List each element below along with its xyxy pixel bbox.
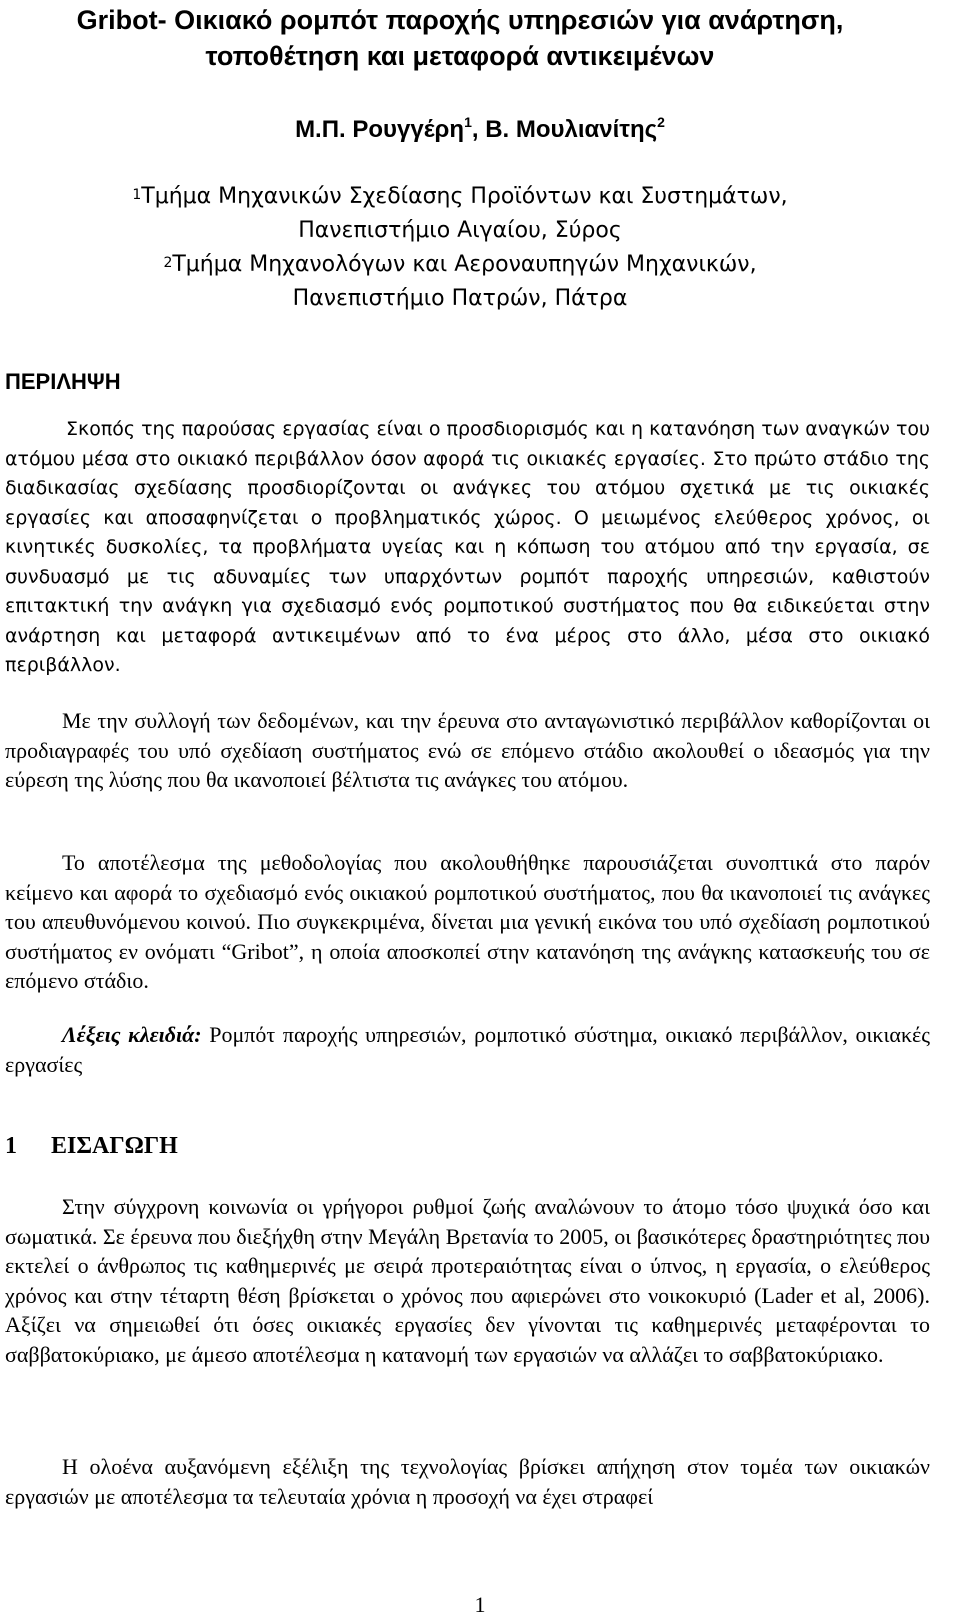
affiliation-1-line-1: Τμήμα Μηχανικών Σχεδίασης Προϊόντων και Συστημάτων, xyxy=(141,184,788,209)
abstract-paragraph-2: Με την συλλογή των δεδομένων, και την έρευνα στο ανταγωνιστικό περιβάλλον καθορίζονται οι προδιαγραφές του υπό σχεδίαση συστήματος ενώ σε επόμενο στάδιο ακολουθεί ο ιδεασμός για την εύρεση της λύσης που θα ικανοποιεί βέλτιστα τις ανάγκες του ατόμου. xyxy=(5,708,930,792)
affiliation-1 xyxy=(40,180,880,214)
affiliation-2-mark: 2 xyxy=(163,255,173,271)
author-2-affiliation-mark: 2 xyxy=(657,114,665,130)
abstract-heading: ΠΕΡΙΛΗΨΗ xyxy=(5,369,121,394)
author-list xyxy=(0,116,960,144)
paper-title-line-2: τοποθέτηση και μεταφορά αντικειμένων xyxy=(205,41,715,71)
affiliation-2-line-1: Τμήμα Μηχανολόγων και Αεροναυπηγών Μηχανικών, xyxy=(172,252,757,277)
section-1-title: ΕΙΣΑΓΩΓΗ xyxy=(51,1133,178,1159)
affiliation-1-line-2: Πανεπιστήμιο Αιγαίου, Σύρος xyxy=(298,218,622,243)
keywords-text: Ρομπότ παροχής υπηρεσιών, ρομποτικό σύστημα, οικιακό περιβάλλον, οικιακές εργασίες xyxy=(5,1022,930,1077)
section-1-heading xyxy=(5,1133,178,1160)
introduction-paragraph-1: Στην σύγχρονη κοινωνία οι γρήγοροι ρυθμοί ζωής αναλώνουν το άτομο τόσο ψυχικά όσο και σωματικά. Σε έρευνα που διεξήχθη στην Μεγάλη Βρετανία το 2005, οι βασικότερες δραστηριότητες που εκτελεί ο άνθρωπος τις καθημερινές με σειρά προτεραιότητας είναι ο ύπνος, η εργασία, ο ελεύθερος χρόνος και στην τέταρτη θέση βρίσκεται ο χρόνος που αφιερώνει στο νοικοκυριό (Lader et al, 2006). Αξίζει να σημειωθεί ότι όσες οικιακές εργασίες δεν γίνονται τις καθημερινές μεταφέρονται το σαββατοκύριακο, με άμεσο αποτέλεσμα η κατανομή των εργασιών να αλλάζει το σαββατοκύριακο. xyxy=(5,1194,930,1367)
keywords-label: Λέξεις κλειδιά: xyxy=(62,1022,202,1047)
affiliation-list xyxy=(40,180,880,316)
author-separator: , xyxy=(471,116,486,143)
affiliation-2 xyxy=(40,248,880,282)
introduction-paragraph-2: Η ολοένα αυξανόμενη εξέλιξη της τεχνολογίας βρίσκει απήχηση στον τομέα των οικιακών εργασιών με αποτέλεσμα τα τελευταία χρόνια η προσοχή να έχει στραφεί xyxy=(5,1454,930,1509)
section-1-number: 1 xyxy=(5,1133,17,1159)
abstract-paragraph-3: Το αποτέλεσμα της μεθοδολογίας που ακολουθήθηκε παρουσιάζεται συνοπτικά στο παρόν κείμενο και αφορά το σχεδιασμό ενός οικιακού ρομποτικού συστήματος, που θα ικανοποιεί τις ανάγκες του απευθυνόμενου κοινού. Πιο συγκεκριμένα, δίνεται μια γενική εικόνα του υπό σχεδίαση ρομποτικού συστήματος εν ονόματι “Gribot”, η οποία αποσκοπεί στην κατανόηση της ανάγκης κατασκευής του σε επόμενο στάδιο. xyxy=(5,850,930,993)
paper-title-line-1: Gribot- Οικιακό ρομπότ παροχής υπηρεσιών για ανάρτηση, xyxy=(76,5,844,35)
author-1-affiliation-mark: 1 xyxy=(464,114,472,130)
abstract-paragraph: Σκοπός της παρούσας εργασίας είναι ο προσδιορισμός και η κατανόηση των αναγκών του ατόμου μέσα στο οικιακό περιβάλλον όσον αφορά τις οικιακές εργασίες. Στο πρώτο στάδιο της διαδικασίας σχεδίασης προσδιορίζονται οι ανάγκες του ατόμου σχετικά με τις οικιακές εργασίες και αποσαφηνίζεται ο προβληματικός χώρος. Ο μειωμένος ελεύθερος χρόνος, οι κινητικές δυσκολίες, τα προβλήματα υγείας και η κόπωση του ατόμου από την εργασία, σε συνδυασμό με τις αδυναμίες των υπαρχόντων ρομπότ παροχής υπηρεσιών, καθιστούν επιτακτική την ανάγκη για σχεδιασμό ενός ρομποτικού συστήματος που θα ειδικεύεται στην ανάρτηση και μεταφορά αντικειμένων από το ένα μέρος στο άλλο, μέσα στο οικιακό περιβάλλον. xyxy=(5,418,930,676)
affiliation-1-mark: 1 xyxy=(132,187,142,203)
keywords-paragraph xyxy=(5,1020,930,1079)
author-1-name: Μ.Π. Ρουγγέρη xyxy=(295,116,465,143)
affiliation-2-line-2: Πανεπιστήμιο Πατρών, Πάτρα xyxy=(292,286,628,311)
page-number: 1 xyxy=(474,1592,486,1617)
author-2-name: Β. Μουλιανίτης xyxy=(485,116,658,143)
paper-title xyxy=(40,2,880,74)
